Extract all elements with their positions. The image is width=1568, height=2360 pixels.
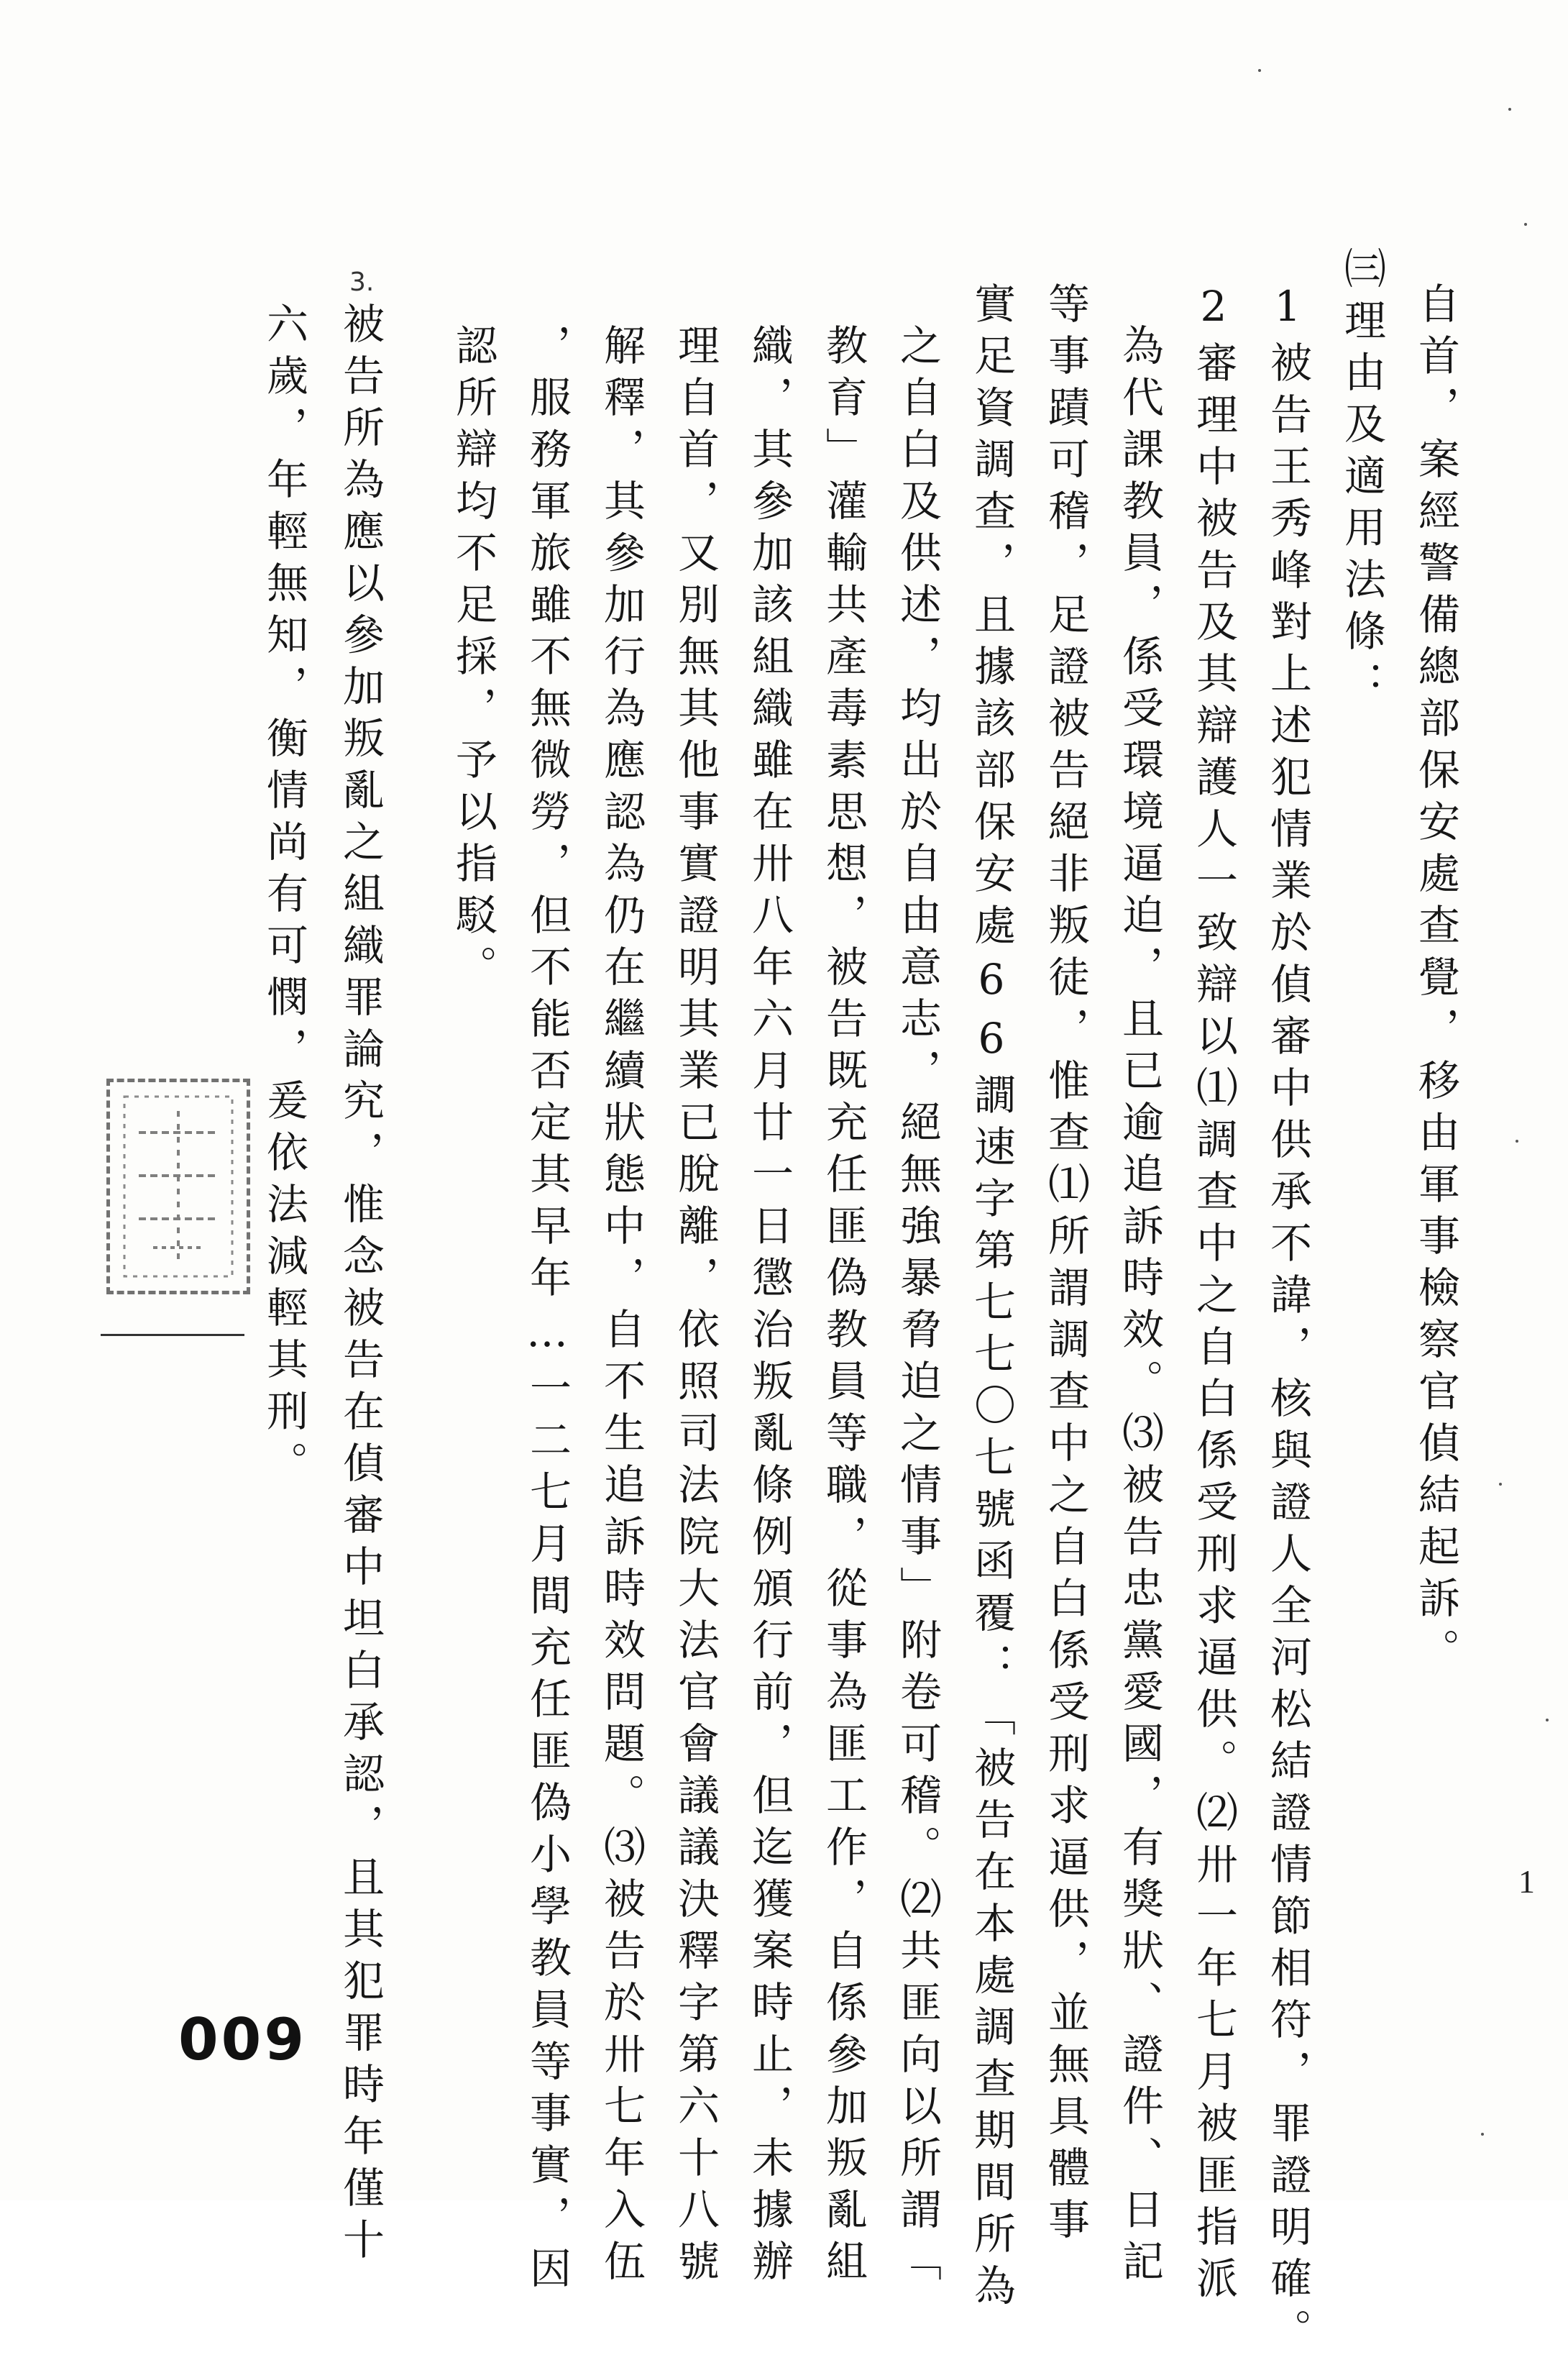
text-column-11: 理自首，又別無其他事實證明其業已脫離，依照司法院大法官會議議決釋字第六十八號 (671, 324, 720, 2291)
scan-speck (1499, 1483, 1502, 1486)
text-column-1: 自首，案經警備總部保安處查覺，移由軍事檢察官偵結起訴。 (1411, 282, 1460, 1680)
text-column-14: 認所辯均不足採，予以指駁。 (449, 324, 498, 997)
text-column-2: 1被告王秀峰對上述犯情業於偵審中供承不諱，核與證人全河松結證情節相符，罪證明確。 (1263, 282, 1312, 2360)
page-number: 1 (1518, 1863, 1535, 1900)
item-marker-3: 3. (349, 267, 375, 297)
text-column-3: ㈢理由及適用法條： (1337, 247, 1386, 713)
text-column-4: 2審理中被告及其辯護人一致辯以⑴調查中之自白係受刑求逼供。⑵卅一年七月被匪指派 (1189, 282, 1238, 2308)
text-column-10: 織，其參加該組織雖在卅八年六月廿一日懲治叛亂條例頒行前，但迄獲案時止，未據辦 (745, 324, 794, 2291)
scan-speck (1546, 1719, 1549, 1721)
text-column-12: 解釋，其參加行為應認為仍在繼續狀態中，自不生追訴時效問題。⑶被告於卅七年入伍 (597, 324, 646, 2291)
text-column-13: ，服務軍旅雖不無微勞，但不能否定其早年…一二七月間充任匪偽小學教員等事實，因 (523, 324, 572, 2298)
scan-speck (1524, 223, 1527, 226)
seal-stamp (106, 1079, 250, 1294)
stamp-underline (101, 1334, 244, 1336)
file-number: 009 (178, 2006, 307, 2073)
seal-stamp-marks (110, 1082, 247, 1291)
scan-speck (1481, 2133, 1484, 2136)
scan-speck (1508, 108, 1511, 111)
text-column-6: 等事蹟可稽，足證被告絕非叛徒，惟查⑴所謂調查中之自白係受刑求逼供，並無具體事 (1041, 282, 1090, 2249)
text-column-7: 實足資調查，且據該部保安處66譋速字第七七〇七號函覆：「被告在本處調查期間所為 (967, 282, 1016, 2315)
text-column-5: 為代課教員，係受環境逼迫，且已逾追訴時效。⑶被告忠黨愛國，有獎狀、證件、日記 (1115, 324, 1164, 2291)
text-column-15: 被告所為應以參加叛亂之組織罪論究，惟念被告在偵審中坦白承認，且其犯罪時年僅十 (336, 302, 385, 2269)
text-column-9: 教育」灌輸共產毒素思想，被告既充任匪偽教員等職，從事為匪工作，自係參加叛亂組 (819, 324, 868, 2291)
text-column-16: 六歲，年輕無知，衡情尚有可憫，爰依法減輕其刑。 (260, 302, 308, 1493)
text-column-8: 之自白及供述，均出於自由意志，絕無強暴脅迫之情事」附卷可稽。⑵共匪向以所謂「 (893, 324, 942, 2291)
scan-speck (1516, 1140, 1518, 1143)
scan-speck (1258, 69, 1261, 72)
